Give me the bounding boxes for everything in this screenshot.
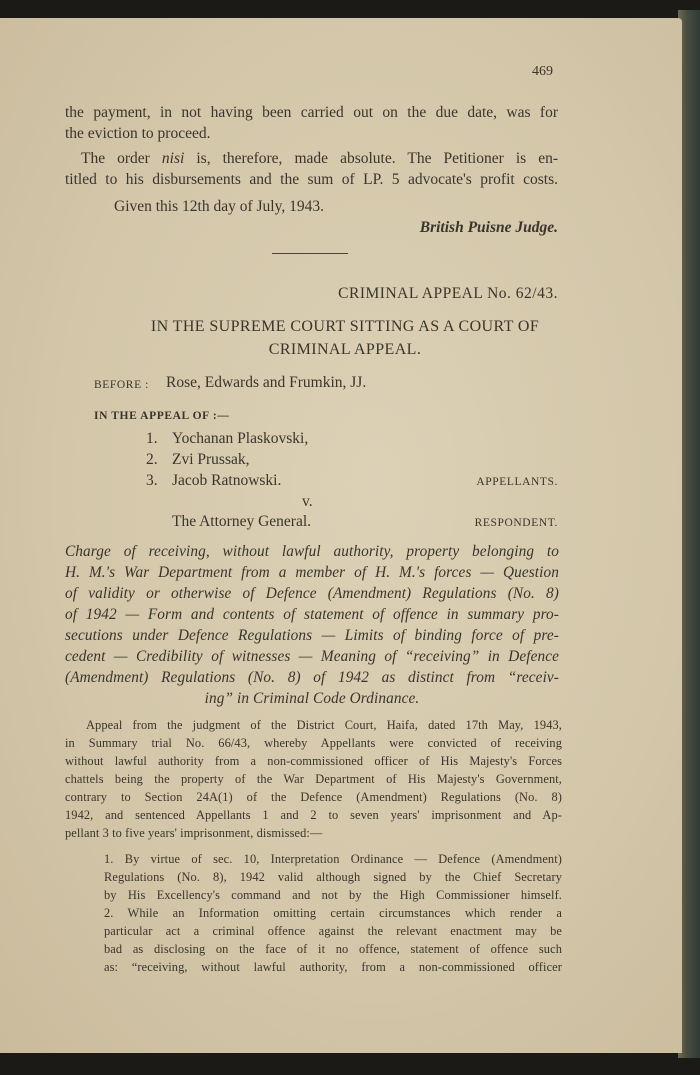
appellant-3-name: Jacob Ratnowski. (172, 472, 282, 489)
given-line: Given this 12th day of July, 1943. (114, 198, 324, 215)
order-line-1 (81, 150, 558, 168)
appellant-2-name: Zvi Prussak, (172, 451, 250, 468)
held-line-1: 1. By virtue of sec. 10, Interpretation Ordinance — Defence (Amendment) (104, 852, 562, 866)
appeal-line-2: in Summary trial No. 66/43, whereby Appellants were convicted of receiving (65, 736, 562, 750)
intro-line-2: the eviction to proceed. (65, 125, 211, 142)
respondent-label: RESPONDENT. (474, 517, 558, 529)
appellant-1-name: Yochanan Plaskovski, (172, 430, 309, 447)
held-line-5: particular act a criminal offence against the relevant enactment may be (104, 924, 562, 938)
in-appeal-label: IN THE APPEAL OF :— (94, 410, 230, 422)
appeal-line-1: Appeal from the judgment of the District Court, Haifa, dated 17th May, 1943, (86, 718, 562, 732)
summary-line-6: cedent — Credibility of witnesses — Meaning of “receiving” in Defence (65, 648, 559, 665)
appeal-line-6: 1942, and sentenced Appellants 1 and 2 to seven years' imprisonment and Ap- (65, 808, 562, 822)
summary-line-5: secutions under Defence Regulations — Limits of binding force of pre- (65, 627, 559, 644)
judge-signature: British Puisne Judge. (419, 219, 558, 236)
order-line-2: titled to his disbursements and the sum of LP. 5 advocate's profit costs. (65, 171, 558, 188)
held-line-7: as: “receiving, without lawful authority, from a non-commissioned officer (104, 960, 562, 974)
appeal-line-3: without lawful authority from a non-commissioned officer of His Majesty's Forces (65, 754, 562, 768)
before-label: BEFORE : (94, 379, 149, 391)
appeal-line-4: chattels being the property of the War Department of His Majesty's Government, (65, 772, 562, 786)
order-nisi: nisi (161, 150, 185, 167)
appellant-3-num: 3. (146, 472, 158, 489)
judges: Rose, Edwards and Frumkin, JJ. (166, 374, 367, 391)
appeal-line-7: pellant 3 to five years' imprisonment, dismissed:— (65, 826, 323, 840)
appeal-line-5: contrary to Section 24A(1) of the Defence (Amendment) Regulations (No. 8) (65, 790, 562, 804)
respondent-name: The Attorney General. (172, 513, 312, 530)
order-text-a: The order (81, 150, 162, 167)
court-line-2: CRIMINAL APPEAL. (268, 341, 422, 358)
appellants-label: APPELLANTS. (476, 476, 558, 488)
order-text-b: is, therefore, made absolute. The Petitioner is en- (184, 150, 559, 167)
page-number: 469 (532, 64, 553, 79)
summary-line-4: of 1942 — Form and contents of statement of offence in summary pro- (65, 606, 559, 623)
intro-line-1: the payment, in not having been carried out on the due date, was for (65, 104, 558, 121)
summary-line-7: (Amendment) Regulations (No. 8) of 1942 as distinct from “receiv- (65, 669, 559, 686)
versus: v. (302, 493, 313, 510)
appellant-1-num: 1. (146, 430, 158, 447)
held-line-2: Regulations (No. 8), 1942 valid although signed by the Chief Secretary (104, 870, 562, 884)
summary-line-2: H. M.'s War Department from a member of H. M.'s forces — Question (65, 564, 559, 581)
summary-line-1: Charge of receiving, without lawful authority, property belonging to (65, 543, 559, 560)
summary-line-8: ing” in Criminal Code Ordinance. (204, 690, 420, 707)
held-line-6: bad as disclosing on the face of it no offence, statement of offence such (104, 942, 562, 956)
court-line-1: IN THE SUPREME COURT SITTING AS A COURT OF (150, 318, 540, 335)
divider-rule (272, 253, 348, 254)
summary-line-3: of validity or otherwise of Defence (Amendment) Regulations (No. 8) (65, 585, 559, 602)
held-line-3: by His Excellency's command and not by the High Commissioner himself. (104, 888, 562, 902)
appeal-number: CRIMINAL APPEAL No. 62/43. (338, 285, 558, 302)
held-line-4: 2. While an Information omitting certain circumstances which render a (104, 906, 562, 920)
appellant-2-num: 2. (146, 451, 158, 468)
